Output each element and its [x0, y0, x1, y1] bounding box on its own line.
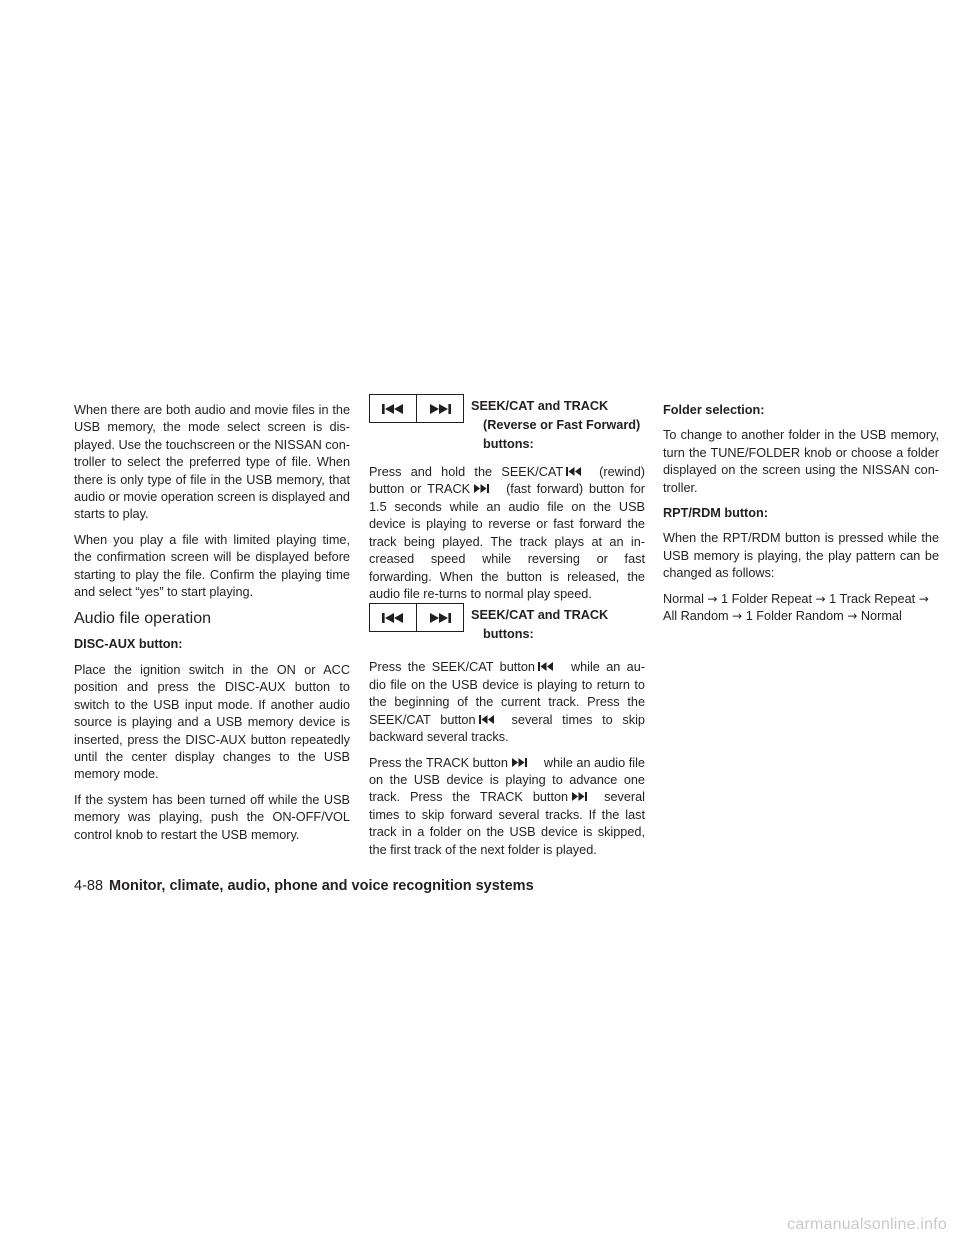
sequence-item: 1 Folder Random	[745, 609, 844, 624]
skip-back-icon	[566, 464, 582, 481]
folder-selection-heading: Folder selection:	[663, 403, 765, 417]
track-paragraph	[369, 755, 645, 860]
text-run: several times to skip backward several tracks.	[369, 712, 645, 745]
caption-line: buttons:	[483, 627, 534, 642]
restart-paragraph: If the system has been turned off while the USB memory was playing, push the ON-OFF/VOL control knob to restart the USB memory.	[74, 792, 350, 842]
left-column	[74, 402, 350, 852]
skip-forward-icon	[571, 789, 587, 806]
watermark[interactable]: carmanualsonline.info	[787, 1216, 947, 1233]
text-run: Press and hold the SEEK/CAT	[369, 465, 564, 480]
arrow-icon: →	[847, 609, 858, 624]
arrow-icon: →	[707, 591, 718, 606]
seek-track-button-pair	[369, 603, 464, 632]
hold-paragraph	[369, 464, 645, 603]
sequence-item: Normal	[860, 609, 902, 624]
text-run: while an audio file on the USB device is playing to advance one track. Press the TRACK button	[369, 755, 645, 805]
skip-back-icon	[370, 604, 416, 631]
seek-track-button-pair	[369, 394, 464, 423]
skip-forward-icon	[416, 395, 463, 422]
skip-forward-icon	[511, 755, 527, 772]
seek-paragraph	[369, 659, 645, 746]
arrow-icon: →	[815, 591, 826, 606]
text-run: while an au-dio file on the USB device is playing to return to the beginning of the current track. Press the SEEK/CAT button	[369, 660, 645, 727]
rpt-paragraph: When the RPT/RDM button is pressed while the USB memory is playing, the play pattern can be changed as follows:	[663, 531, 939, 581]
arrow-icon: →	[732, 609, 743, 624]
playing-time-paragraph: When you play a file with limited playing time, the confirmation screen will be displayed before starting to play the file. Confirm the playing time and select “yes” to start playing.	[74, 532, 350, 600]
skip-forward-icon	[473, 481, 489, 498]
disc-aux-heading: DISC-AUX button:	[74, 637, 183, 652]
caption-line: SEEK/CAT and TRACK	[471, 608, 609, 623]
middle-column	[369, 399, 645, 867]
seek-track-figure-1	[369, 399, 645, 460]
caption-line: buttons:	[483, 437, 534, 451]
sequence-item: Normal	[663, 591, 704, 606]
chapter-title: Monitor, climate, audio, phone and voice recognition systems	[109, 878, 534, 894]
skip-back-icon	[538, 659, 554, 676]
rpt-rdm-heading: RPT/RDM button:	[663, 506, 768, 521]
sequence-item: 1 Folder Repeat	[721, 591, 812, 606]
caption-line: SEEK/CAT and TRACK	[471, 399, 609, 413]
text-run: (fast forward) button for 1.5 seconds while an audio file on the USB device is playing to reverse or fast forward the track being played. The track plays at an in-creased speed while reversing or fast forwarding. When the button is released, the audio file re-turns to normal play speed.	[369, 482, 645, 601]
text-run: several times to skip forward several tracks. If the last track in a folder on the USB device is skipped, the first track of the next folder is played.	[369, 790, 645, 857]
text-run: Press the TRACK button	[369, 755, 508, 770]
page-footer	[74, 877, 534, 895]
seek-track-figure-2	[369, 608, 645, 653]
figure-caption-2	[471, 606, 608, 644]
text-run: (rewind) button or TRACK	[369, 465, 645, 497]
page-number: 4-88	[74, 878, 104, 894]
skip-back-icon	[370, 395, 416, 422]
text-run: Press the SEEK/CAT button	[369, 660, 535, 675]
sequence-item: 1 Track Repeat	[829, 591, 916, 606]
arrow-icon: →	[918, 591, 929, 606]
skip-forward-icon	[416, 604, 463, 631]
disc-aux-paragraph: Place the ignition switch in the ON or ACC position and press the DISC-AUX button to switch to the USB input mode. If another audio source is playing and a USB memory device is inserted, press the DISC-AUX button repeatedly until the center display changes to the USB memory mode.	[74, 662, 350, 782]
caption-line: (Reverse or Fast Forward)	[483, 418, 641, 432]
right-column	[663, 402, 939, 633]
folder-paragraph: To change to another folder in the USB memory, turn the TUNE/FOLDER knob or choose a folder displayed on the screen using the NISSAN con-troller.	[663, 428, 939, 495]
play-pattern-sequence	[663, 591, 939, 626]
sequence-item: All Random	[663, 609, 729, 624]
intro-paragraph: When there are both audio and movie files in the USB memory, the mode select screen is dis-played. Use the touchscreen or the NISSAN con-troller to select the preferred type of file. When there is only type of file in the USB memory, that audio or movie operation screen is displayed and starts to play.	[74, 403, 350, 522]
figure-caption-1	[471, 397, 640, 454]
section-title: Audio file operation	[74, 610, 211, 628]
skip-back-icon	[479, 712, 495, 729]
